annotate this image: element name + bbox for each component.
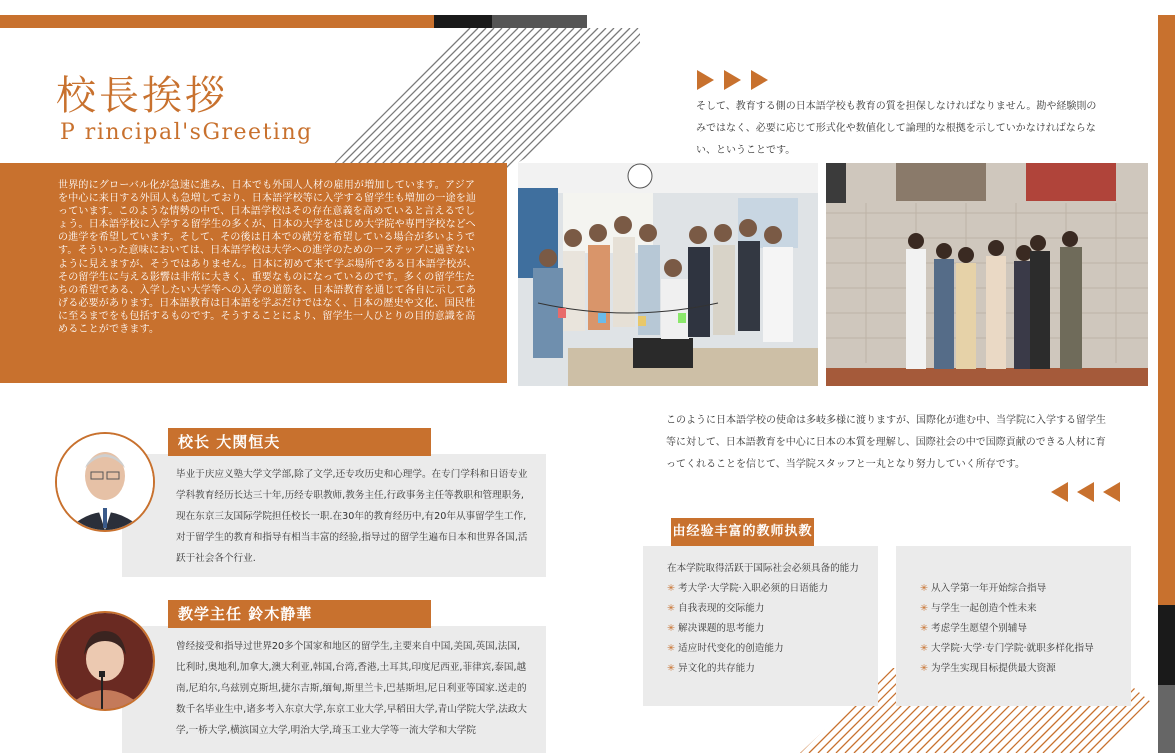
star-icon: ✳ <box>920 643 929 654</box>
teachers-left-heading: 在本学院取得活跃于国际社会必须具备的能力 <box>667 563 859 574</box>
arrow-right-icon <box>751 70 768 90</box>
arrow-left-icon <box>1051 482 1068 502</box>
principal-bio-panel <box>122 454 546 577</box>
principal-bio: 毕业于庆应义塾大学文学部,除了文学,还专攻历史和心理学。在专门学科和日语专业学科教育经历长达三十年,历经专职教师,教务主任,行政事务主任等教职和管理职务,现在东京三友国际学院担任校长一职.在30年的教育经历中,有20年从事留学生工作,对于留学生的教育和指导有相当丰富的经验,指导过的留学生遍布日本和世界各国,活跃于社会各个行业. <box>176 469 528 564</box>
arrow-left-icon <box>1077 482 1094 502</box>
right-strip-orange <box>1158 15 1175 605</box>
principal-avatar <box>55 432 155 532</box>
star-icon: ✳ <box>667 623 676 634</box>
list-item: ✳ 从入学第一年开始综合指导 <box>920 583 1047 594</box>
teachers-left-panel <box>643 546 878 706</box>
star-icon: ✳ <box>920 603 929 614</box>
page-title: 校長挨拶 <box>56 73 228 119</box>
group-photo-art <box>826 163 1148 386</box>
list-item: ✳ 大学院·大学·专门学院·就职多样化指导 <box>920 643 1094 654</box>
arrow-group-left <box>1051 482 1120 502</box>
star-icon: ✳ <box>667 663 676 674</box>
diagonal-stripes-top <box>330 28 640 168</box>
arrow-left-icon <box>1103 482 1120 502</box>
right-strip-black <box>1158 605 1175 685</box>
top-bar-gray <box>492 15 587 28</box>
arrow-right-icon <box>724 70 741 90</box>
star-icon: ✳ <box>920 663 929 674</box>
paragraph-top: そして、教育する側の日本語学校も教育の質を担保しなければなりません。勘や経験則のみではなく、必要に応じて形式化や数値化して論理的な根拠を示していかなければならない、ということです。 <box>696 101 1097 156</box>
page-subtitle: P rincipal'sGreeting <box>60 120 313 145</box>
classroom-photo <box>518 163 818 386</box>
classroom-photo-art <box>518 163 818 386</box>
arrow-right-icon <box>697 70 714 90</box>
director-avatar <box>55 611 155 711</box>
intro-text: 世界的にグローバル化が急速に進み、日本でも外国人人材の雇用が増加しています。アジアを中心に来日する外国人も急増しており、日本語学校等に入学する留学生も増加の一途を辿っています。このような情勢の中で、日本語学校はその存在意義を高めていると言えるでしょう。日本語学校に入学する留学生の多くが、日本の大学をはじめ大学院や専門学校などへの進学を希望しています。そして、その後は日本での就労を希望している場合が多いようです。そういった意味においては、日本語学校は大学への進学のための一ステップに過ぎないように見えますが、そうではありません。日本に初めて来て学ぶ場所である日本語学校が、その留学生に与える影響は非常に大きく、重要なものになっているのです。多くの留学生たちの希望である、入学したい大学等への入学の道筋を、日本語教育を通じて各自に示してあげる必要があります。日本語教育は日本語を学ぶだけではなく、日本の歴史や文化、国民性に至るまでをも包括するものです。そうすることにより、留学生一人ひとりの目的意識を高めることができます。 <box>58 180 477 336</box>
director-name-tab: 教学主任 鈴木静華 <box>168 600 431 628</box>
list-item: ✳ 为学生实现目标提供最大资源 <box>920 663 1056 674</box>
list-item: ✳ 异文化的共存能力 <box>667 663 755 674</box>
list-item: ✳ 考虑学生愿望个别辅导 <box>920 623 1027 634</box>
director-bio: 曾经接受和指导过世界20多个国家和地区的留学生,主要来自中国,美国,英国,法国,比利时,奥地利,加拿大,澳大利亚,韩国,台湾,香港,土耳其,印度尼西亚,菲律宾,泰国,越南,尼珀尔,乌兹别克斯坦,捷尔吉斯,缅甸,斯里兰卡,巴基斯坦,尼日利亚等国家.送走的数千名毕业生中,诸多考入东京大学,东京工业大学,早稻田大学,青山学院大学,法政大学,一桥大学,横滨国立大学,明治大学,琦玉工业大学等一流大学和大学院 <box>176 641 528 736</box>
principal-portrait <box>57 434 153 530</box>
top-bar-orange <box>0 15 434 28</box>
list-item: ✳ 与学生一起创造个性未来 <box>920 603 1037 614</box>
list-item: ✳ 自我表现的交际能力 <box>667 603 765 614</box>
intro-panel <box>0 163 507 383</box>
star-icon: ✳ <box>667 603 676 614</box>
star-icon: ✳ <box>667 583 676 594</box>
director-bio-panel <box>122 626 546 753</box>
star-icon: ✳ <box>920 623 929 634</box>
paragraph-mid: このように日本語学校の使命は多岐多様に渡りますが、国際化が進む中、当学院に入学する留学生等に対して、日本語教育を中心に日本の本質を理解し、国際社会の中で国際貢献のできる人材に育ってくれることを信じて、当学院スタッフと一丸となり努力していく所存です。 <box>666 415 1106 470</box>
list-item: ✳ 适应时代变化的创造能力 <box>667 643 784 654</box>
star-icon: ✳ <box>920 583 929 594</box>
top-bar-black <box>434 15 492 28</box>
teachers-right-panel <box>896 546 1131 706</box>
group-photo <box>826 163 1148 386</box>
list-item: ✳ 考大学·大学院·入职必须的日语能力 <box>667 583 829 594</box>
right-strip-gray <box>1158 685 1175 753</box>
list-item: ✳ 解决课题的思考能力 <box>667 623 765 634</box>
director-portrait <box>57 613 153 709</box>
teachers-title-tab: 由经验丰富的教师执教 <box>671 518 814 546</box>
star-icon: ✳ <box>667 643 676 654</box>
principal-name-tab: 校长 大関恒夫 <box>168 428 431 456</box>
arrow-group-right <box>697 70 768 90</box>
